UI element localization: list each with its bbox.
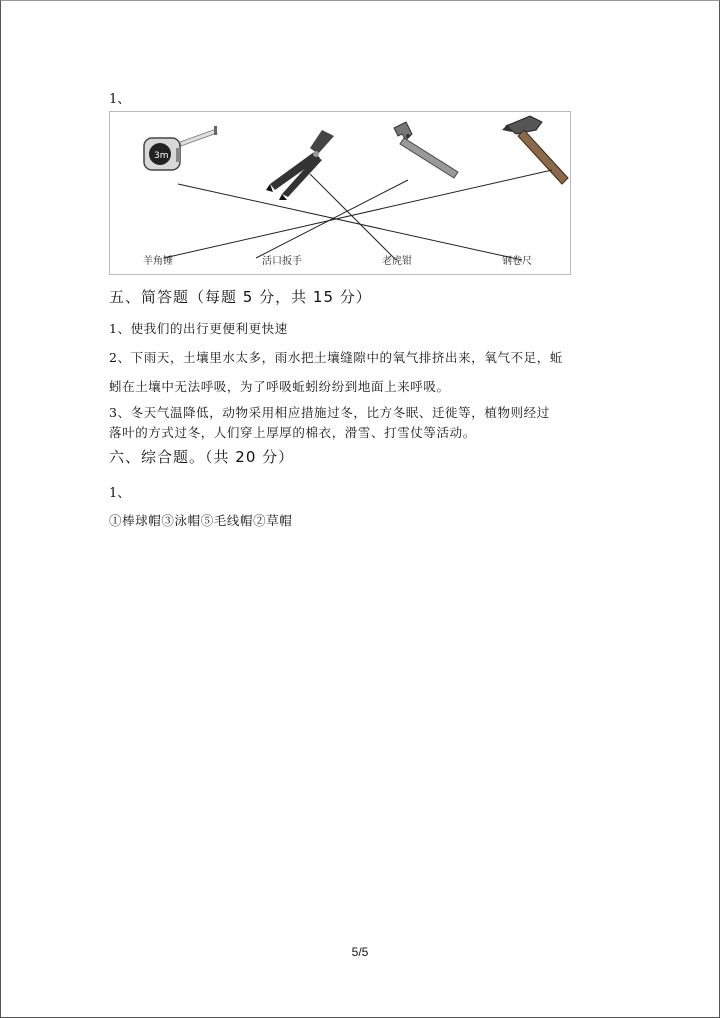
section-5-points-total: 15 bbox=[312, 288, 335, 306]
section-5-heading bbox=[109, 286, 372, 307]
tool-label: 羊角锤 bbox=[143, 256, 173, 267]
adjustable-wrench-icon bbox=[394, 122, 458, 178]
answer-line: 2、下雨天，土壤里水太多，雨水把土壤缝隙中的氧气排挤出来，氧气不足，蚯 bbox=[109, 350, 563, 365]
section-6-points-total: 20 bbox=[235, 448, 257, 466]
section-6-heading bbox=[109, 446, 294, 467]
section-6-heading-prefix: 六、综合题。（共 bbox=[109, 448, 230, 466]
match-line bbox=[178, 184, 522, 260]
question-number: 1、 bbox=[109, 486, 131, 501]
match-line bbox=[164, 170, 552, 258]
answer-line: 落叶的方式过冬，人们穿上厚厚的棉衣，滑雪、打雪仗等活动。 bbox=[109, 425, 476, 440]
match-line bbox=[256, 180, 408, 258]
section-5-heading-suffix: 分） bbox=[339, 288, 372, 306]
answer-line: 蚓在土壤中无法呼吸，为了呼吸蚯蚓纷纷到地面上来呼吸。 bbox=[109, 379, 450, 394]
answer-line: 1、使我们的出行更便利更快速 bbox=[109, 321, 288, 336]
section-6-heading-suffix: 分） bbox=[262, 448, 295, 466]
matching-figure bbox=[109, 111, 571, 275]
answer-line: ①棒球帽③泳帽⑤毛线帽②草帽 bbox=[109, 513, 293, 528]
question-number: 1、 bbox=[109, 92, 131, 107]
tool-label: 活口扳手 bbox=[262, 256, 302, 267]
tool-label: 老虎钳 bbox=[382, 256, 412, 267]
match-line bbox=[310, 174, 396, 260]
pliers-icon bbox=[266, 130, 334, 200]
section-5-heading-mid: 分，共 bbox=[259, 288, 308, 306]
svg-text:3m: 3m bbox=[154, 151, 169, 161]
tool-label: 钢卷尺 bbox=[502, 256, 532, 267]
section-5-points-each: 5 bbox=[242, 288, 254, 306]
page-number: 5/5 bbox=[351, 945, 369, 959]
matching-illustration bbox=[110, 112, 570, 274]
answer-line: 3、冬天气温降低，动物采用相应措施过冬，比方冬眠、迁徙等，植物则经过 bbox=[109, 405, 550, 420]
section-5-heading-prefix: 五、简答题（每题 bbox=[109, 288, 238, 306]
tape-measure-icon bbox=[144, 126, 217, 170]
